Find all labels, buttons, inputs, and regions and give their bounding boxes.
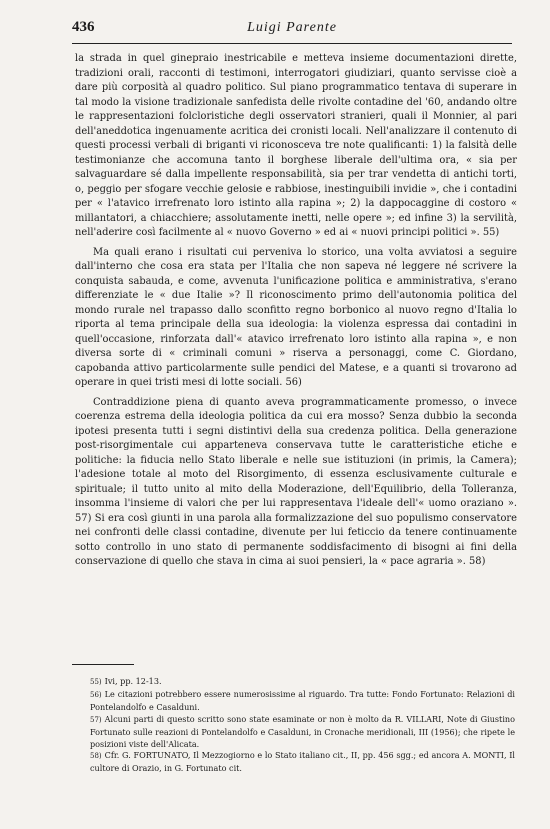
footnotes — [90, 676, 515, 775]
paragraph: Contraddizione piena di quanto aveva programmaticamente promesso, o invece coerenza estrema della ideologia politica da cui era mosso? Senza dubbio la seconda ipotesi presenta tutti i segni distintivi della sua credenza politica. Della generazione post-risorgimentale cui apparteneva conservava tutte le caratteristiche etiche e politiche: la fiducia nello Stato liberale e nelle sue istituzioni (in primis, la Camera); l'adesione totale al moto del Risorgimento, di essenza esclusivamente culturale e spirituale; il tutto unito al mito della Moderazione, dell'Equilibrio, della Tolleranza, insomma l'insieme di valori che per lui rappresentava l'ideale dell'« uomo oraziano ». 57) Si era così giunti in una parola alla formalizzazione del suo populismo conservatore nei confronti delle classi contadine, divenute per lui feticcio da tenere continuamente sotto controllo in uno stato di permanente soddisfacimento di bisogni ai fini della conservazione di quello che stava in cima ai suoi pensieri, la « pace agraria ». 58) — [75, 396, 517, 567]
paragraph: Ma quali erano i risultati cui perveniva lo storico, una volta avviatosi a seguire dall'interno che cosa era stata per l'Italia che non sapeva né leggere né scrivere la conquista sabauda, e come, avvenuta l'unificazione politica e amministrativa, s'erano differenziate le « due Italie »? Il riconoscimento primo dell'autonomia politica del mondo rurale nel trapasso dallo sconfitto regno borbonico al nuovo regno d'Italia lo riporta al tema principale della sua ideologia: la violenza espressa dai contadini in quell'occasione, rinforzata dall'« atavico irrefrenato loro istinto alla rapina », e non diversa sorte di « criminali comuni » riserva a personaggi, come C. Giordano, capobanda attivo particolarmente sulle pendici del Matese, e a quanti si trovarono ad operare in quei tristi mesi di lotte sociali. 56) — [75, 246, 517, 388]
footnote-text: Cfr. G. FORTUNATO, Il Mezzogiorno e lo Stato italiano cit., II, pp. 456 sgg.; ed ancora A. MONTI, Il cultore di Orazio, in G. Fortunato cit. — [90, 750, 515, 774]
footnote-number: 58) — [90, 752, 102, 761]
footnote-text: Le citazioni potrebbero essere numerosissime al riguardo. Tra tutte: Fondo Fortunato: Relazioni di Pontelandolfo e Casalduni. — [90, 688, 515, 712]
footnote-text: Ivi, pp. 12-13. — [104, 676, 162, 686]
footnote-text: Alcuni parti di questo scritto sono state esaminate or non è molto da R. VILLARI, Note di Giustino Fortunato sulle reazioni di Pontelandolfo e Casalduni, in Cronache meridionali, III (1956); che ripete le posizioni viste dell'Alicata. — [90, 713, 515, 749]
footnote — [90, 689, 515, 714]
page-header — [72, 19, 512, 44]
footnote-number: 57) — [90, 715, 102, 724]
paragraph: la strada in quel ginepraio inestricabile e metteva insieme documentazioni dirette, tradizioni orali, racconti di testimoni, interrogatori giudiziari, quanto servisse cioè a dare più corposità al quadro politico. Sul piano programmatico tentava di superare in tal modo la visione tradizionale sanfedista delle rivolte contadine del '60, andando oltre le rappresentazioni folcloristiche degli osservatori stranieri, quali il Monnier, al pari dell'aneddotica ingenuamente acritica dei cronisti locali. Nell'analizzare il contenuto di questi processi verbali di briganti vi riconosceva tre note qualificanti: 1) la falsità delle testimonianze che accomuna tanto il borghese liberale dell'ultima ora, « sia per salvaguardare sé dalla impellente responsabilità, sia per trar vendetta di antichi torti, o, peggio per sfogare vecchie gelosie e rabbiose, inestinguibili invidie », che i contadini per « l'atavico irrefrenato loro istinto alla rapina »; 2) la dappocaggine di costoro « millantatori, a chiacchiere; assolutamente inetti, nelle opere »; ed infine 3) la servilità, nell'aderire così facilmente al « nuovo Governo » ed ai « nuovi principi politici ». 55) — [75, 53, 517, 238]
running-head: Luigi Parente — [247, 20, 337, 35]
footnote — [90, 750, 515, 775]
footnote — [90, 714, 515, 751]
footnote — [90, 676, 515, 689]
page-number: 436 — [72, 19, 95, 35]
footnote-number: 55) — [90, 678, 102, 686]
footnote-number: 56) — [90, 690, 102, 699]
body-text — [75, 52, 517, 570]
footnote-divider — [72, 664, 134, 665]
